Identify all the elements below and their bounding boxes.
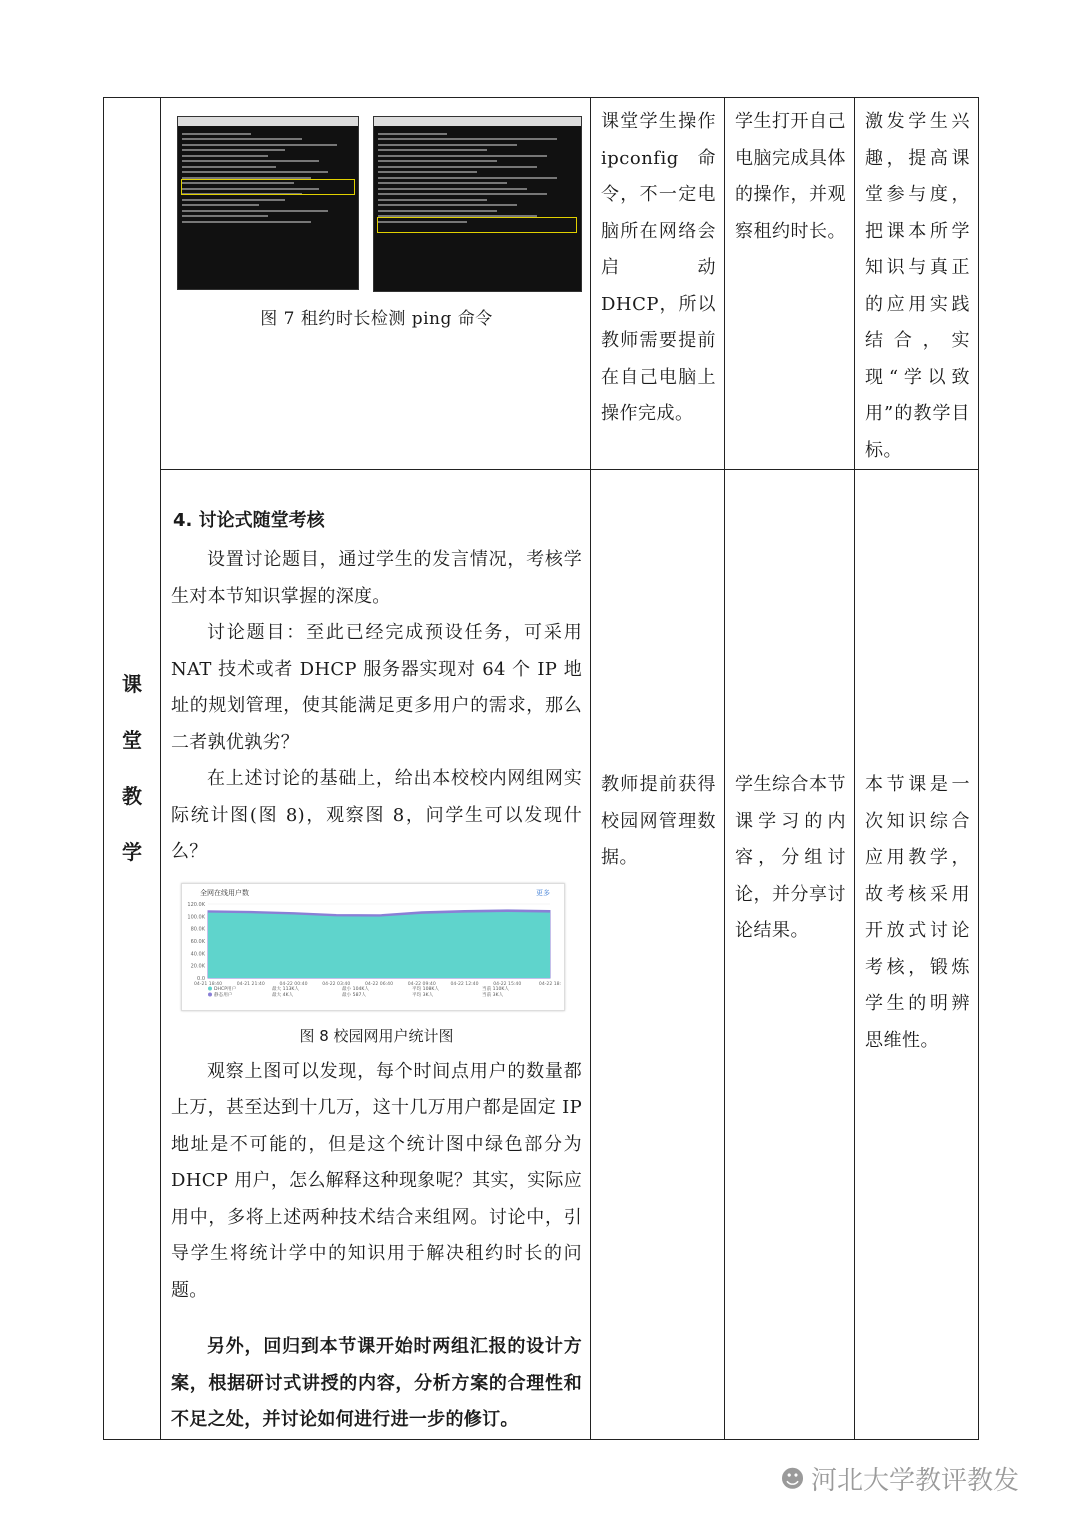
y-tick-label: 80.0K — [190, 926, 205, 933]
paragraph: 讨论题目：至此已经完成预设任务，可采用 NAT 技术或者 DHCP 服务器实现对 64 个 IP 地址的规划管理，使其能满足更多用户的需求，那么二者孰优孰劣？ — [171, 622, 582, 753]
campus-network-chart — [181, 883, 565, 1011]
y-tick-label: 0.0 — [197, 975, 205, 982]
section-char: 教 — [122, 784, 142, 809]
teacher-activity-cell: 教师提前获得校园网管理数据。 — [591, 470, 725, 1440]
y-tick-label: 20.0K — [190, 963, 205, 970]
section-char: 学 — [122, 840, 142, 865]
legend-label: 静态用户 — [214, 992, 233, 998]
x-tick-label: 04-21 18:40 — [193, 981, 223, 987]
chart-plot — [182, 884, 564, 1010]
x-tick-label: 04-22 00:40 — [279, 981, 308, 987]
section-heading: 4. 讨论式随堂考核 — [173, 510, 325, 531]
paragraph: 设置讨论题目，通过学生的发言情况，考核学生对本节知识掌握的深度。 — [171, 549, 582, 607]
legend-stat: 平均 108K人 — [412, 986, 440, 992]
legend-swatch — [208, 992, 212, 996]
legend-stat: 当前 110K人 — [482, 986, 510, 992]
series-area-DHCP用户 — [208, 912, 550, 978]
figure-8-caption: 图 8 校园网用户统计图 — [299, 1026, 454, 1045]
legend-stat: 当前 3K人 — [482, 992, 504, 998]
table-row — [104, 98, 979, 470]
figure-7 — [177, 116, 582, 292]
chart-more-link[interactable]: 更多 — [536, 888, 550, 897]
wechat-icon: ☻ — [780, 1464, 806, 1493]
x-tick-label: 04-22 09:40 — [407, 981, 436, 987]
teacher-activity-cell: 课堂学生操作 ipconfig 命令，不一定电脑所在网络会启动 DHCP，所以教师需要提前在自己电脑上操作完成。 — [591, 98, 725, 470]
chart-title: 全网在线用户数 — [200, 888, 249, 897]
x-tick-label: 04-22 06:40 — [364, 981, 394, 987]
y-tick-label: 40.0K — [190, 950, 205, 957]
content-cell — [161, 98, 591, 470]
terminal-screenshot-right — [373, 116, 582, 292]
x-tick-label: 04-22 12:40 — [450, 981, 479, 987]
section-char: 堂 — [122, 728, 142, 753]
legend-swatch — [208, 986, 212, 990]
y-tick-label: 60.0K — [190, 938, 205, 945]
paragraph: 在上述讨论的基础上，给出本校校内网组网实际统计图(图 8)，观察图 8，问学生可以发现什么？ — [171, 768, 582, 862]
section-label-cell — [104, 98, 161, 1440]
paragraph: 观察上图可以发现，每个时间点用户的数量都上万，甚至达到十几万，这十几万用户都是固定 IP 地址是不可能的，但是这个统计图中绿色部分为 DHCP 用户，怎么解释这种现象呢？其实，实际应用中，多将上述两种技术结合来组网。讨论中，引导学生将统计学中的知识用于解决租约时长的问题。 — [171, 1060, 582, 1301]
table-row — [104, 470, 979, 1440]
watermark-text: 河北大学教评教发 — [811, 1466, 1020, 1496]
section-char: 课 — [122, 672, 142, 697]
x-tick-label: 04-21 21:40 — [236, 981, 265, 987]
legend-stat: 最小 104K人 — [342, 986, 370, 992]
lesson-table — [103, 97, 979, 1440]
legend-stat: 平均 3K人 — [412, 992, 434, 998]
legend-stat: 最大 113K人 — [272, 986, 300, 992]
terminal-screenshot-left — [177, 116, 359, 290]
figure-7-caption: 图 7 租约时长检测 ping 命令 — [260, 309, 493, 329]
watermark — [780, 1460, 1019, 1497]
y-tick-label: 100.0K — [187, 913, 205, 920]
x-tick-label: 04-22 15:40 — [493, 981, 522, 987]
legend-stat: 最大 4K人 — [272, 992, 294, 998]
legend-label: DHCP用户 — [214, 986, 237, 992]
student-activity-cell: 学生打开自己电脑完成具体的操作，并观察租约时长。 — [725, 98, 855, 470]
legend-stat: 最小 587人 — [342, 992, 367, 998]
x-tick-label: 04-22 18: — [538, 981, 562, 987]
student-activity-cell: 学生综合本节课学习的内容，分组讨论，并分享讨论结果。 — [725, 470, 855, 1440]
design-intent-cell: 激发学生兴趣，提高课堂参与度，把课本所学知识与真正的应用实践结合，实现“学以致用”的教学目标。 — [855, 98, 979, 470]
paragraph-bold: 另外，回归到本节课开始时两组汇报的设计方案，根据研讨式讲授的内容，分析方案的合理性和不足之处，并讨论如何进行进一步的修订。 — [171, 1336, 582, 1430]
content-cell — [161, 470, 591, 1440]
x-tick-label: 04-22 03:40 — [322, 981, 351, 987]
design-intent-cell: 本节课是一次知识综合应用教学，故考核采用开放式讨论考核，锻炼学生的明辨思维性。 — [855, 470, 979, 1440]
y-tick-label: 120.0K — [187, 901, 205, 908]
